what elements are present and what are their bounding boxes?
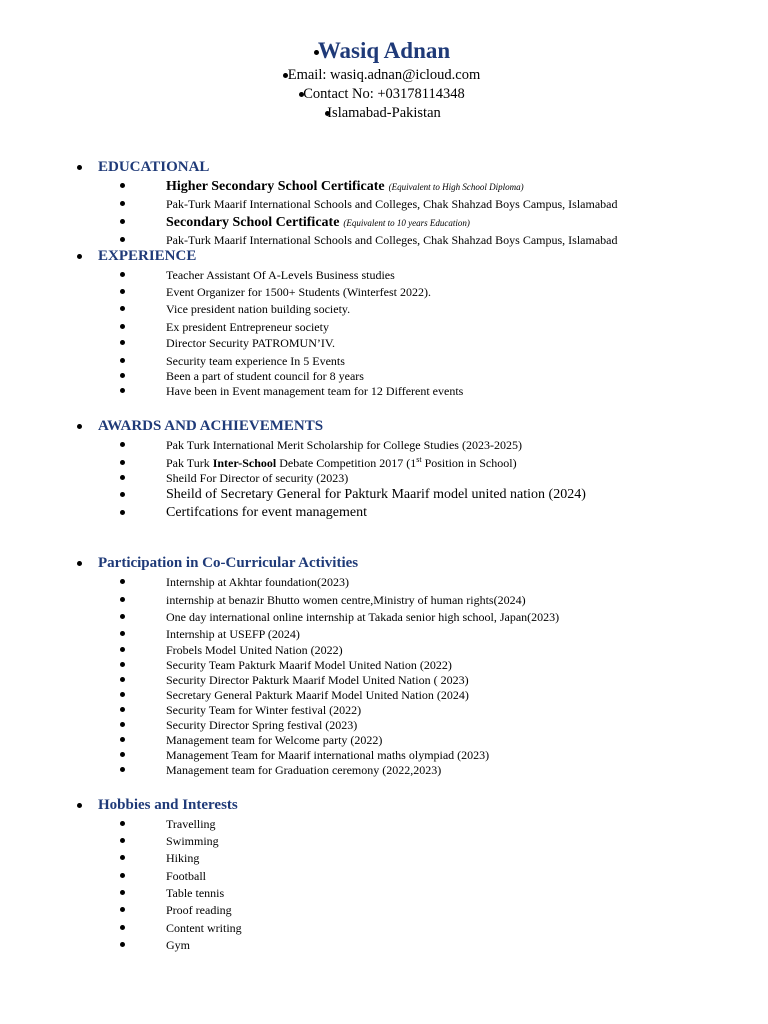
bullet-icon (120, 631, 125, 636)
section-heading-educational: EDUCATIONAL (98, 159, 210, 175)
experience-item: Event Organizer for 1500+ Students (Winterfest 2022). (166, 285, 431, 299)
hssc-entry (166, 177, 524, 195)
hssc-school: Pak-Turk Maarif International Schools and Colleges, Chak Shahzad Boys Campus, Islamabad (166, 197, 618, 211)
activity-item: One day international online internship at Takada senior high school, Japan(2023) (166, 610, 560, 624)
candidate-name: Wasiq Adnan (317, 38, 451, 63)
bullet-icon (120, 475, 125, 480)
bullet-icon (120, 737, 125, 742)
hobby-item: Hiking (166, 851, 200, 865)
experience-item: Been a part of student council for 8 years (166, 369, 364, 383)
hobby-item: Proof reading (166, 903, 232, 917)
activity-item: Security Team Pakturk Maarif Model United Nation (2022) (166, 658, 452, 672)
bullet-icon (120, 201, 125, 206)
bullet-icon (120, 855, 125, 860)
bullet-icon (120, 289, 125, 294)
ssc-title: Secondary School Certificate (166, 215, 340, 230)
bullet-icon (120, 306, 125, 311)
activity-item: Internship at USEFP (2024) (166, 627, 300, 641)
bullet-icon (120, 373, 125, 378)
bullet-icon (120, 907, 125, 912)
activity-item: Internship at Akhtar foundation(2023) (166, 575, 349, 589)
ssc-entry (166, 213, 470, 231)
bullet-icon (120, 692, 125, 697)
award-item: Certifcations for event management (166, 505, 367, 520)
bullet-icon (120, 597, 125, 602)
bullet-icon (120, 752, 125, 757)
hobby-item: Football (166, 869, 207, 883)
experience-item: Teacher Assistant Of A-Levels Business studies (166, 268, 395, 282)
ssc-note: (Equivalent to 10 years Education) (343, 218, 470, 228)
bullet-icon (120, 677, 125, 682)
bullet-icon (120, 662, 125, 667)
activity-item: Security Team for Winter festival (2022) (166, 703, 362, 717)
section-heading-experience: EXPERIENCE (98, 248, 197, 264)
hobby-item: Content writing (166, 921, 242, 935)
contact-number: Contact No: +03178114348 (303, 86, 465, 102)
experience-item: Vice president nation building society. (166, 302, 351, 316)
bullet-icon (120, 237, 125, 242)
bullet-icon (120, 388, 125, 393)
award-item: Sheild For Director of security (2023) (166, 471, 349, 485)
activity-item: Management team for Welcome party (2022) (166, 733, 383, 747)
bullet-icon (120, 614, 125, 619)
award-item: Pak Turk International Merit Scholarship for College Studies (2023-2025) (166, 438, 522, 452)
bullet-icon (120, 821, 125, 826)
bullet-icon (120, 722, 125, 727)
bullet-icon (77, 561, 82, 566)
award-item: Sheild of Secretary General for Pakturk Maarif model united nation (2024) (166, 487, 586, 502)
activity-item: Secretary General Pakturk Maarif Model United Nation (2024) (166, 688, 469, 702)
activity-item: Frobels Model United Nation (2022) (166, 643, 343, 657)
activity-item: internship at benazir Bhutto women centre,Ministry of human rights(2024) (166, 593, 526, 607)
activity-item: Security Director Spring festival (2023) (166, 718, 358, 732)
activity-item: Management team for Graduation ceremony (2022,2023) (166, 763, 442, 777)
bullet-icon (77, 254, 82, 259)
location-text: Islamabad-Pakistan (327, 105, 441, 121)
bullet-icon (120, 219, 125, 224)
bullet-icon (77, 803, 82, 808)
bullet-icon (120, 358, 125, 363)
section-heading-activities: Participation in Co-Curricular Activities (98, 555, 359, 571)
experience-item: Ex president Entrepreneur society (166, 320, 329, 334)
section-heading-awards: AWARDS AND ACHIEVEMENTS (98, 418, 324, 434)
ssc-school: Pak-Turk Maarif International Schools and Colleges, Chak Shahzad Boys Campus, Islamabad (166, 233, 618, 247)
bullet-icon (120, 579, 125, 584)
bullet-icon (120, 324, 125, 329)
hobby-item: Travelling (166, 817, 216, 831)
activity-item: Management Team for Maarif international maths olympiad (2023) (166, 748, 490, 762)
bullet-icon (120, 340, 125, 345)
experience-item: Have been in Event management team for 12 Different events (166, 384, 464, 398)
bullet-icon (120, 873, 125, 878)
experience-item: Security team experience In 5 Events (166, 354, 345, 368)
hssc-note: (Equivalent to High School Diploma) (388, 182, 524, 192)
hssc-title: Higher Secondary School Certificate (166, 179, 385, 194)
hobby-item: Gym (166, 938, 190, 952)
bullet-icon (120, 647, 125, 652)
bullet-icon (120, 767, 125, 772)
section-heading-hobbies: Hobbies and Interests (98, 797, 238, 813)
bullet-icon (77, 165, 82, 170)
bullet-icon (120, 492, 125, 497)
bullet-icon (120, 707, 125, 712)
activity-item: Security Director Pakturk Maarif Model United Nation ( 2023) (166, 673, 469, 687)
email-text: Email: wasiq.adnan@icloud.com (287, 67, 481, 83)
bullet-icon (120, 838, 125, 843)
bullet-icon (120, 942, 125, 947)
award-item: Pak Turk Inter-School Debate Competition 2017 (1st Position in School) (166, 455, 517, 470)
experience-item: Director Security PATROMUN’IV. (166, 336, 335, 350)
hobby-item: Table tennis (166, 886, 225, 900)
bullet-icon (120, 890, 125, 895)
bullet-icon (77, 424, 82, 429)
bullet-icon (120, 460, 125, 465)
bullet-icon (120, 442, 125, 447)
bullet-icon (120, 183, 125, 188)
bullet-icon (120, 272, 125, 277)
hobby-item: Swimming (166, 834, 219, 848)
bullet-icon (120, 510, 125, 515)
bullet-icon (120, 925, 125, 930)
